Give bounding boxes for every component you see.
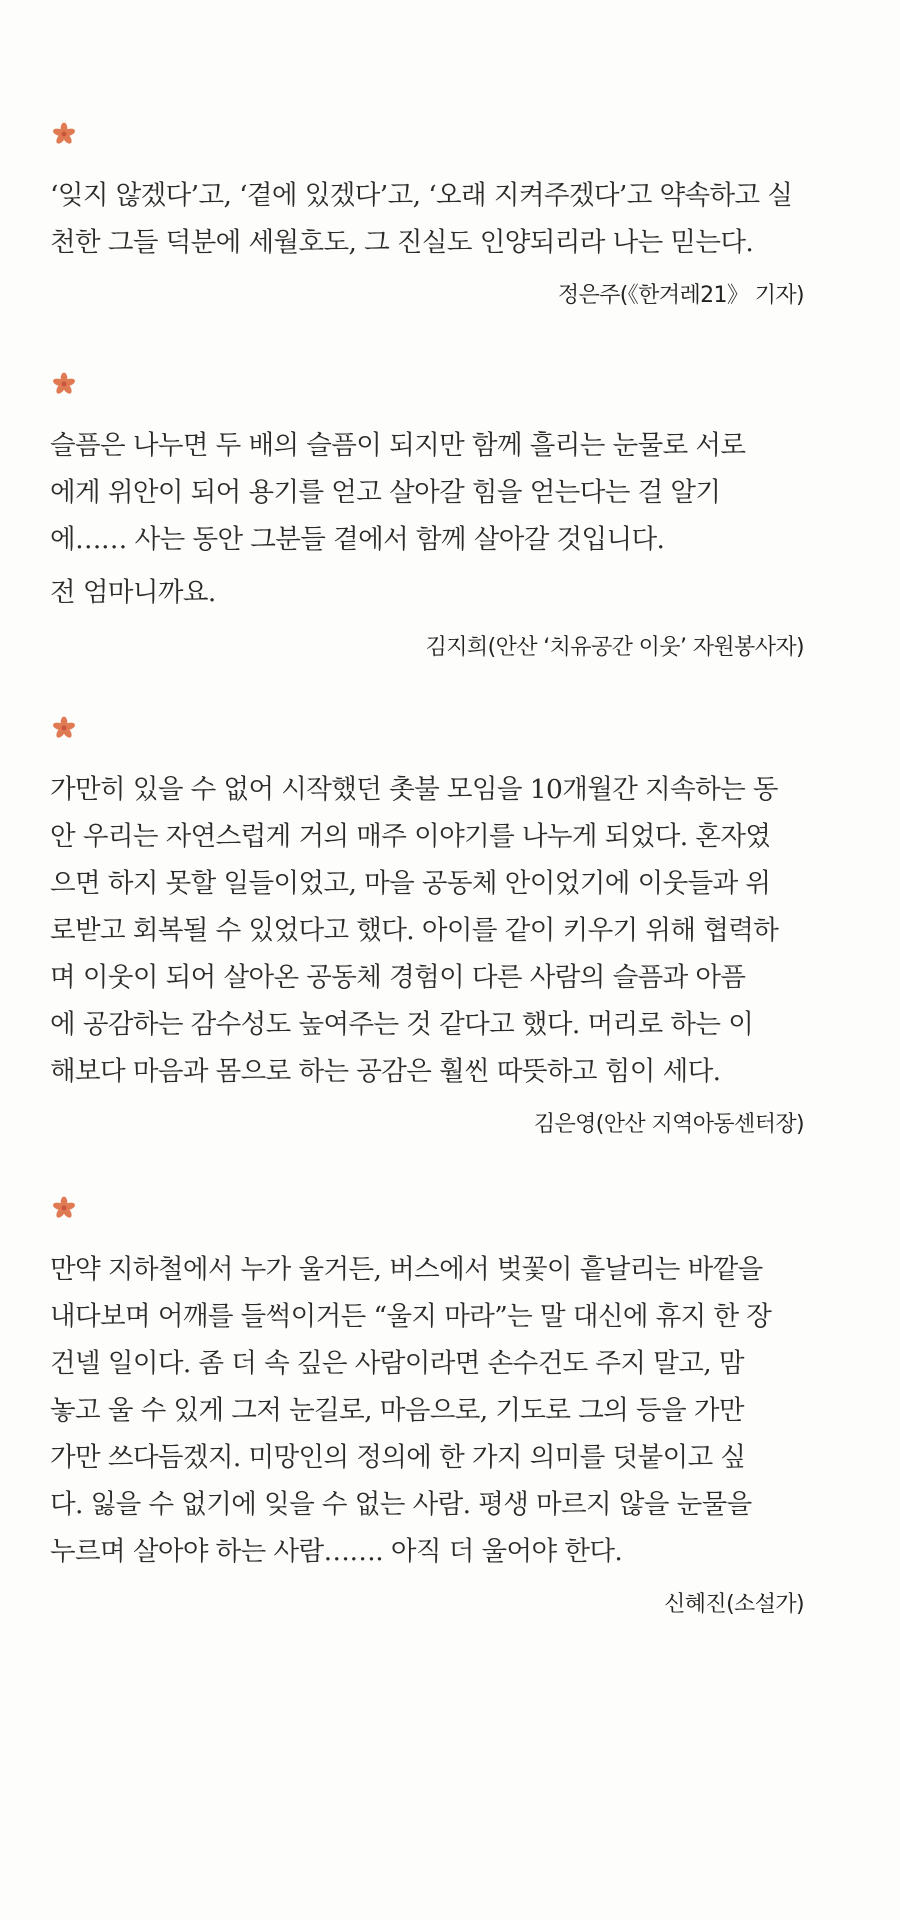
quote-line: 누르며 살아야 하는 사람……. 아직 더 울어야 한다. <box>50 1536 623 1567</box>
quote-text <box>50 172 804 266</box>
quote-line: 만약 지하철에서 누가 울거든, 버스에서 벚꽃이 흩날리는 바깥을 <box>50 1254 763 1285</box>
flower-icon <box>52 716 76 740</box>
flower-icon <box>52 122 76 146</box>
quote-attribution: 김은영(안산 지역아동센터장) <box>533 1112 804 1137</box>
quote-line: 에게 위안이 되어 용기를 얻고 살아갈 힘을 얻는다는 걸 알기 <box>50 477 721 508</box>
flower-icon <box>52 1196 76 1220</box>
quote-line: 에 공감하는 감수성도 높여주는 것 같다고 했다. 머리로 하는 이 <box>50 1009 754 1040</box>
quote-block <box>50 716 804 1138</box>
quote-line: 슬픔은 나누면 두 배의 슬픔이 되지만 함께 흘리는 눈물로 서로 <box>50 430 746 461</box>
quote-line: 다. 잃을 수 없기에 잊을 수 없는 사람. 평생 마르지 않을 눈물을 <box>50 1489 752 1520</box>
quote-block <box>50 372 804 661</box>
quote-line: 천한 그들 덕분에 세월호도, 그 진실도 인양되리라 나는 믿는다. <box>50 227 754 258</box>
quote-text <box>50 766 804 1095</box>
flower-icon <box>52 372 76 396</box>
quote-attribution: 신혜진(소설가) <box>664 1592 804 1617</box>
quote-line: 며 이웃이 되어 살아온 공동체 경험이 다른 사람의 슬픔과 아픔 <box>50 962 746 993</box>
quote-attribution: 김지희(안산 ‘치유공간 이웃’ 자원봉사자) <box>425 635 804 660</box>
quote-block <box>50 1196 804 1618</box>
quote-line: ‘잊지 않겠다’고, ‘곁에 있겠다’고, ‘오래 지켜주겠다’고 약속하고 실 <box>50 180 793 211</box>
quote-line: 안 우리는 자연스럽게 거의 매주 이야기를 나누게 되었다. 혼자였 <box>50 821 771 852</box>
quote-line: 가만히 있을 수 없어 시작했던 촛불 모임을 10개월간 지속하는 동 <box>50 774 778 805</box>
quote-line: 에…… 사는 동안 그분들 곁에서 함께 살아갈 것입니다. <box>50 524 665 555</box>
quote-text <box>50 422 804 616</box>
quote-line: 으면 하지 못할 일들이었고, 마을 공동체 안이었기에 이웃들과 위 <box>50 868 771 899</box>
quote-line: 건넬 일이다. 좀 더 속 깊은 사람이라면 손수건도 주지 말고, 맘 <box>50 1348 744 1379</box>
quote-attribution: 정은주(《한겨레21》 기자) <box>557 283 804 308</box>
quote-closing-line: 전 엄마니까요. <box>50 577 216 608</box>
quote-text <box>50 1246 804 1575</box>
quote-line: 로받고 회복될 수 있었다고 했다. 아이를 같이 키우기 위해 협력하 <box>50 915 779 946</box>
quote-line: 가만 쓰다듬겠지. 미망인의 정의에 한 가지 의미를 덧붙이고 싶 <box>50 1442 746 1473</box>
quote-line: 해보다 마음과 몸으로 하는 공감은 훨씬 따뜻하고 힘이 세다. <box>50 1056 721 1087</box>
quote-line: 놓고 울 수 있게 그저 눈길로, 마음으로, 기도로 그의 등을 가만 <box>50 1395 744 1426</box>
quote-block <box>50 122 804 309</box>
quote-line: 내다보며 어깨를 들썩이거든 “울지 마라”는 말 대신에 휴지 한 장 <box>50 1301 772 1332</box>
